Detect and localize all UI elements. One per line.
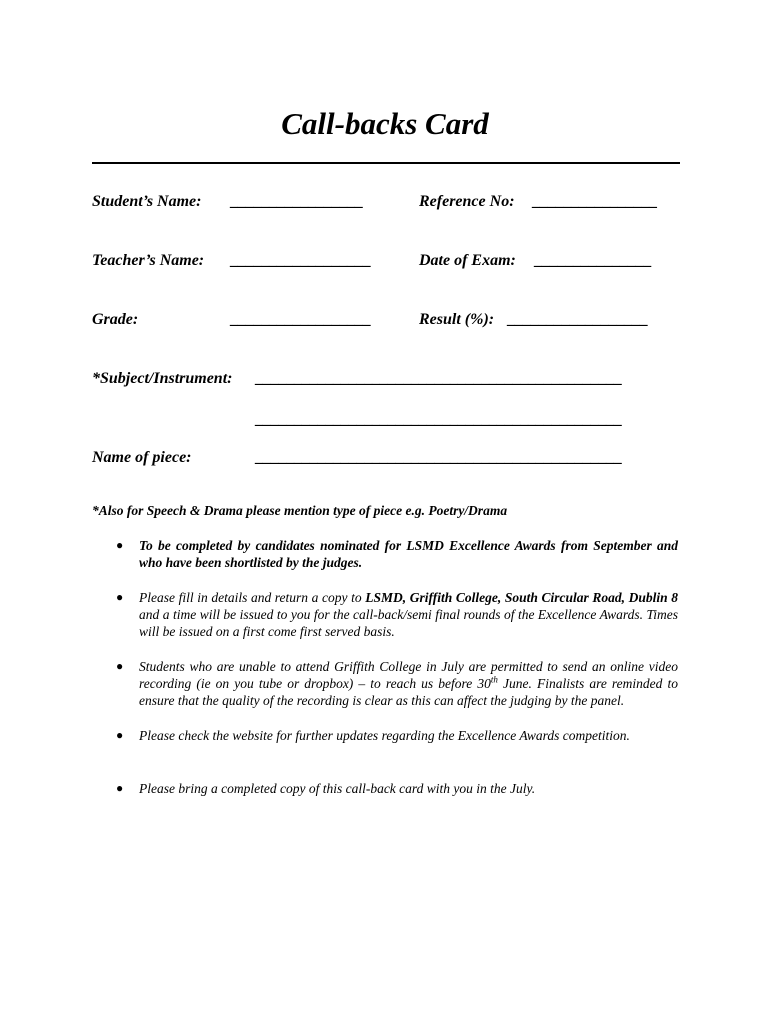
bullet-icon: ● xyxy=(116,659,124,673)
date-of-exam-field[interactable]: _______________ xyxy=(535,252,653,269)
list-item xyxy=(92,537,678,571)
grade-field[interactable]: __________________ xyxy=(231,311,372,328)
result-label: Result (%): xyxy=(419,311,495,328)
instruction-text: Please fill in details and return a copy to xyxy=(139,590,366,605)
list-item xyxy=(92,780,678,797)
teacher-name-field[interactable]: __________________ xyxy=(231,252,372,269)
student-name-label: Student’s Name: xyxy=(92,193,202,210)
list-item xyxy=(92,727,678,744)
bullet-icon: ● xyxy=(116,590,124,604)
bullet-icon: ● xyxy=(116,538,124,552)
list-item xyxy=(92,658,678,709)
title-divider xyxy=(92,162,680,164)
instruction-text: June. Finalists are reminded to ensure that the quality of the recording is clear as this can affect the judging by the panel. xyxy=(139,676,679,708)
speech-drama-note: *Also for Speech & Drama please mention type of piece e.g. Poetry/Drama xyxy=(92,503,508,518)
bullet-icon: ● xyxy=(116,781,124,795)
result-field[interactable]: __________________ xyxy=(508,311,649,328)
teacher-name-label: Teacher’s Name: xyxy=(92,252,205,269)
instruction-text: and a time will be issued to you for the call-back/semi final rounds of the Excellence Awards. Times will be issued on a first come first served basis. xyxy=(139,607,678,639)
ordinal-suffix: th xyxy=(490,674,498,685)
list-item xyxy=(92,589,678,640)
student-name-field[interactable]: _________________ xyxy=(231,193,364,210)
instruction-text: Students who are unable to attend Griffith College in July are permitted to send an online video recording (ie on you tube or dropbox) – to reach us before 30 xyxy=(139,659,678,691)
reference-no-label: Reference No: xyxy=(419,193,515,210)
grade-label: Grade: xyxy=(92,311,139,328)
date-of-exam-label: Date of Exam: xyxy=(419,252,516,269)
subject-instrument-label: *Subject/Instrument: xyxy=(92,370,233,387)
instruction-text: Please bring a completed copy of this call-back card with you in the July. xyxy=(139,781,536,796)
page-title: Call-backs Card xyxy=(281,106,489,141)
instruction-text: To be completed by candidates nominated for LSMD Excellence Awards from September and who have been shortlisted by the judges. xyxy=(139,538,678,570)
name-of-piece-field[interactable]: _______________________________________________ xyxy=(256,449,623,466)
address-text: LSMD, Griffith College, South Circular Road, Dublin 8 xyxy=(365,590,678,605)
instruction-text: Please check the website for further updates regarding the Excellence Awards competition. xyxy=(139,728,630,743)
name-of-piece-label: Name of piece: xyxy=(92,449,192,466)
subject-instrument-field[interactable]: _______________________________________________ xyxy=(256,370,623,387)
bullet-icon: ● xyxy=(116,728,124,742)
reference-no-field[interactable]: ________________ xyxy=(533,193,658,210)
instructions-list xyxy=(92,537,678,797)
subject-instrument-field-line-2[interactable]: _______________________________________________ xyxy=(256,411,623,428)
